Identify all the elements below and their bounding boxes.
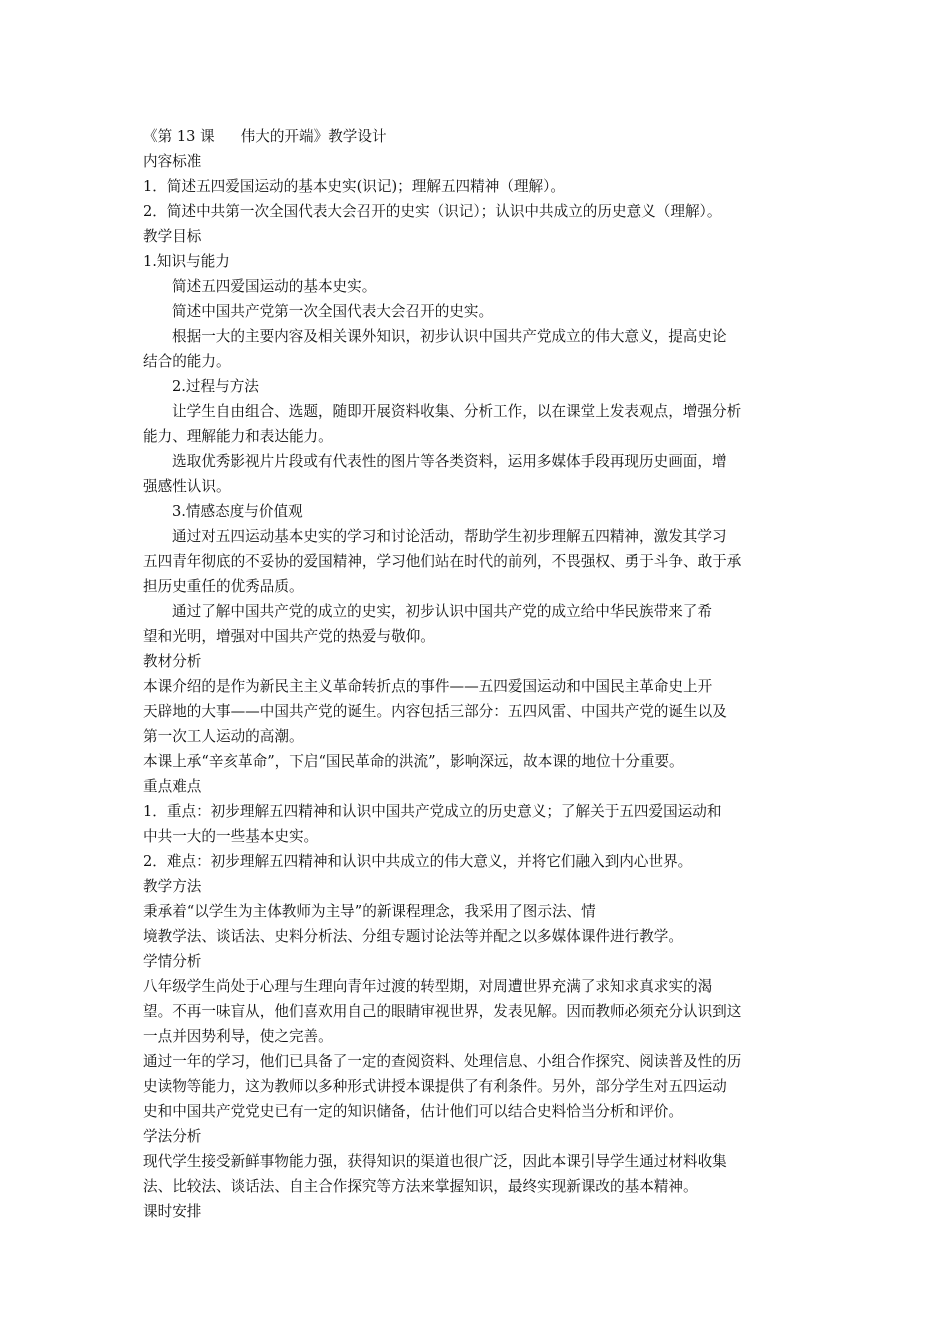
text-line: 强感性认识。 bbox=[143, 478, 231, 495]
text-line: 望。不再一味盲从，他们喜欢用自己的眼睛审视世界，发表见解。因而教师必须充分认识到这 bbox=[143, 1003, 742, 1020]
text-line: 简述中国共产党第一次全国代表大会召开的史实。 bbox=[172, 303, 494, 320]
text-line: 1．重点：初步理解五四精神和认识中国共产党成立的历史意义；了解关于五四爱国运动和 bbox=[143, 803, 722, 820]
text-line: 法、比较法、谈话法、自主合作探究等方法来掌握知识，最终实现新课改的基本精神。 bbox=[143, 1178, 698, 1195]
title-name: 伟大的开端》教学设计 bbox=[240, 128, 387, 145]
text-line: 五四青年彻底的不妥协的爱国精神，学习他们站在时代的前列，不畏强权、勇于斗争、敢于承 bbox=[143, 553, 742, 570]
document-body bbox=[143, 149, 813, 1224]
text-line: 2.过程与方法 bbox=[172, 378, 259, 395]
text-line: 学情分析 bbox=[143, 953, 202, 970]
text-line: 通过了解中国共产党的成立的史实，初步认识中国共产党的成立给中华民族带来了希 bbox=[172, 603, 712, 620]
text-line: 本课上承“辛亥革命”，下启“国民革命的洪流”，影响深远，故本课的地位十分重要。 bbox=[143, 753, 684, 770]
text-line: 能力、理解能力和表达能力。 bbox=[143, 428, 333, 445]
text-line: 1.知识与能力 bbox=[143, 253, 230, 270]
text-line: 第一次工人运动的高潮。 bbox=[143, 728, 304, 745]
text-line: 结合的能力。 bbox=[143, 353, 231, 370]
text-line: 一点并因势利导，使之完善。 bbox=[143, 1028, 333, 1045]
text-line: 八年级学生尚处于心理与生理向青年过渡的转型期，对周遭世界充满了求知求真求实的渴 bbox=[143, 978, 713, 995]
text-line: 教材分析 bbox=[143, 653, 202, 670]
text-line: 让学生自由组合、选题，随即开展资料收集、分析工作，以在课堂上发表观点，增强分析 bbox=[172, 403, 742, 420]
text-line: 秉承着“以学生为主体教师为主导”的新课程理念，我采用了图示法、情 bbox=[143, 903, 596, 920]
text-line: 课时安排 bbox=[143, 1203, 202, 1220]
text-line: 3.情感态度与价值观 bbox=[172, 503, 303, 520]
text-line: 天辟地的大事——中国共产党的诞生。内容包括三部分：五四风雷、中国共产党的诞生以及 bbox=[143, 703, 727, 720]
title-lesson: 《第 13 课 bbox=[143, 128, 215, 145]
text-line: 通过一年的学习，他们已具备了一定的查阅资料、处理信息、小组合作探究、阅读普及性的历 bbox=[143, 1053, 742, 1070]
text-line: 担历史重任的优秀品质。 bbox=[143, 578, 304, 595]
text-line: 2．难点：初步理解五四精神和认识中共成立的伟大意义，并将它们融入到内心世界。 bbox=[143, 853, 693, 870]
text-line: 简述五四爱国运动的基本史实。 bbox=[172, 278, 377, 295]
document-page bbox=[143, 124, 813, 1224]
text-line: 根据一大的主要内容及相关课外知识，初步认识中国共产党成立的伟大意义，提高史论 bbox=[172, 328, 727, 345]
text-line: 通过对五四运动基本史实的学习和讨论活动，帮助学生初步理解五四精神，激发其学习 bbox=[172, 528, 727, 545]
text-line: 选取优秀影视片片段或有代表性的图片等各类资料，运用多媒体手段再现历史画面，增 bbox=[172, 453, 727, 470]
text-line: 史读物等能力，这为教师以多种形式讲授本课提供了有利条件。另外，部分学生对五四运动 bbox=[143, 1078, 727, 1095]
text-line: 史和中国共产党党史已有一定的知识储备，估计他们可以结合史料恰当分析和评价。 bbox=[143, 1103, 683, 1120]
text-line: 中共一大的一些基本史实。 bbox=[143, 828, 319, 845]
text-line: 教学方法 bbox=[143, 878, 202, 895]
text-line: 2．简述中共第一次全国代表大会召开的史实（识记）；认识中共成立的历史意义（理解）。 bbox=[143, 203, 722, 220]
text-line: 内容标准 bbox=[143, 153, 202, 170]
text-line: 现代学生接受新鲜事物能力强，获得知识的渠道也很广泛，因此本课引导学生通过材料收集 bbox=[143, 1153, 727, 1170]
text-line: 本课介绍的是作为新民主主义革命转折点的事件——五四爱国运动和中国民主革命史上开 bbox=[143, 678, 713, 695]
text-line: 1．简述五四爱国运动的基本史实(识记)；理解五四精神（理解）。 bbox=[143, 178, 565, 195]
text-line: 学法分析 bbox=[143, 1128, 202, 1145]
text-line: 境教学法、谈话法、史料分析法、分组专题讨论法等并配之以多媒体课件进行教学。 bbox=[143, 928, 683, 945]
text-line: 重点难点 bbox=[143, 778, 202, 795]
document-title bbox=[143, 124, 813, 149]
text-line: 教学目标 bbox=[143, 228, 202, 245]
text-line: 望和光明，增强对中国共产党的热爱与敬仰。 bbox=[143, 628, 435, 645]
